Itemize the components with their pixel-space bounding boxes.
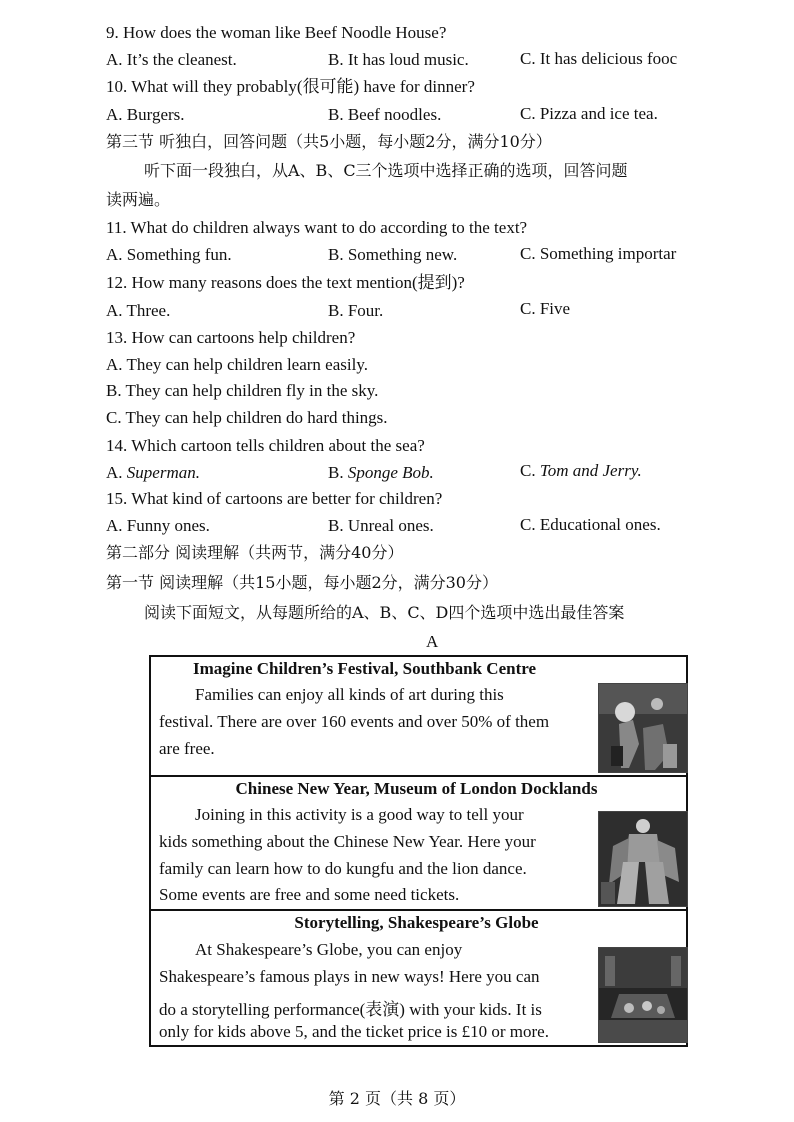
event-1-title: Imagine Children’s Festival, Southbank Centre [192, 659, 537, 678]
festival-photo [598, 683, 688, 773]
event-1-line-2: festival. There are over 160 events and over 50% of them [159, 712, 550, 731]
q14-option-b-prefix: B. [328, 463, 348, 482]
event-2-line-1: Joining in this activity is a good way to tell your [195, 805, 524, 824]
q11-option-a: A. Something fun. [106, 245, 232, 264]
section-3-instruction: 听下面一段独白，从A、B、C三个选项中选择正确的选项，回答问题 [144, 161, 628, 180]
q14-option-a-text: Superman. [126, 463, 200, 482]
event-2 [151, 775, 686, 909]
event-3-line-4: only for kids above 5, and the ticket price is £10 or more. [159, 1022, 549, 1041]
event-1-line-1: Families can enjoy all kinds of art during this [195, 685, 504, 704]
q12-option-a: A. Three. [106, 301, 171, 320]
section-3-instruction-cont: 读两遍。 [106, 190, 171, 209]
passage-label: A [426, 632, 439, 651]
page-footer: 第 2 页（共 8 页） [328, 1089, 466, 1108]
section-3-header: 第三节 听独白，回答问题（共5小题，每小题2分，满分10分） [106, 132, 552, 151]
kungfu-photo [598, 811, 688, 907]
question-15: 15. What kind of cartoons are better for children? [106, 489, 443, 508]
globe-theatre-photo [598, 947, 688, 1043]
q12-option-b: B. Four. [328, 301, 384, 320]
q14-option-c-text: Tom and Jerry. [539, 461, 642, 480]
q9-option-a: A. It’s the cleanest. [106, 50, 237, 69]
question-13: 13. How can cartoons help children? [106, 328, 356, 347]
event-3-line-3: do a storytelling performance(表演) with your kids. It is [159, 1000, 542, 1019]
q14-option-c [520, 460, 642, 482]
q10-option-c: C. Pizza and ice tea. [520, 104, 658, 123]
event-1-line-3: are free. [159, 739, 215, 758]
q14-option-c-prefix: C. [520, 461, 540, 480]
event-1 [151, 657, 686, 775]
event-2-line-2: kids something about the Chinese New Year. Here your [159, 832, 536, 851]
question-11: 11. What do children always want to do according to the text? [106, 218, 528, 237]
event-2-line-3: family can learn how to do kungfu and the lion dance. [159, 859, 527, 878]
question-10: 10. What will they probably(很可能) have for dinner? [106, 77, 475, 96]
event-3-line-2: Shakespeare’s famous plays in new ways! Here you can [159, 967, 540, 986]
question-9: 9. How does the woman like Beef Noodle House? [106, 23, 447, 42]
q13-option-c: C. They can help children do hard things. [106, 408, 388, 427]
q10-option-b: B. Beef noodles. [328, 105, 442, 124]
q15-option-c: C. Educational ones. [520, 515, 661, 534]
event-2-title: Chinese New Year, Museum of London Docklands [235, 779, 598, 798]
question-14: 14. Which cartoon tells children about the sea? [106, 436, 425, 455]
q12-option-c: C. Five [520, 299, 571, 318]
passage-box [149, 655, 688, 1047]
q9-option-b: B. It has loud music. [328, 50, 469, 69]
q14-option-a [106, 462, 200, 484]
event-2-line-4: Some events are free and some need tickets. [159, 885, 460, 904]
q15-option-a: A. Funny ones. [106, 516, 210, 535]
q13-option-b: B. They can help children fly in the sky. [106, 381, 379, 400]
part-2-header: 第二部分 阅读理解（共两节，满分40分） [106, 543, 404, 562]
q15-option-b: B. Unreal ones. [328, 516, 434, 535]
q11-option-b: B. Something new. [328, 245, 458, 264]
reading-instruction: 阅读下面短文，从每题所给的A、B、C、D四个选项中选出最佳答案 [144, 603, 625, 622]
q14-option-b-text: Sponge Bob. [347, 463, 434, 482]
q9-option-c: C. It has delicious fooc [520, 49, 678, 68]
section-1-header: 第一节 阅读理解（共15小题，每小题2分，满分30分） [106, 573, 498, 592]
event-3-title: Storytelling, Shakespeare’s Globe [294, 913, 539, 932]
event-3 [151, 909, 686, 1047]
q14-option-a-prefix: A. [106, 463, 127, 482]
q13-option-a: A. They can help children learn easily. [106, 355, 368, 374]
event-3-line-1: At Shakespeare’s Globe, you can enjoy [195, 940, 463, 959]
q10-option-a: A. Burgers. [106, 105, 185, 124]
q11-option-c: C. Something importar [520, 244, 677, 263]
question-12: 12. How many reasons does the text mention(提到)? [106, 273, 465, 292]
q14-option-b [328, 462, 434, 484]
